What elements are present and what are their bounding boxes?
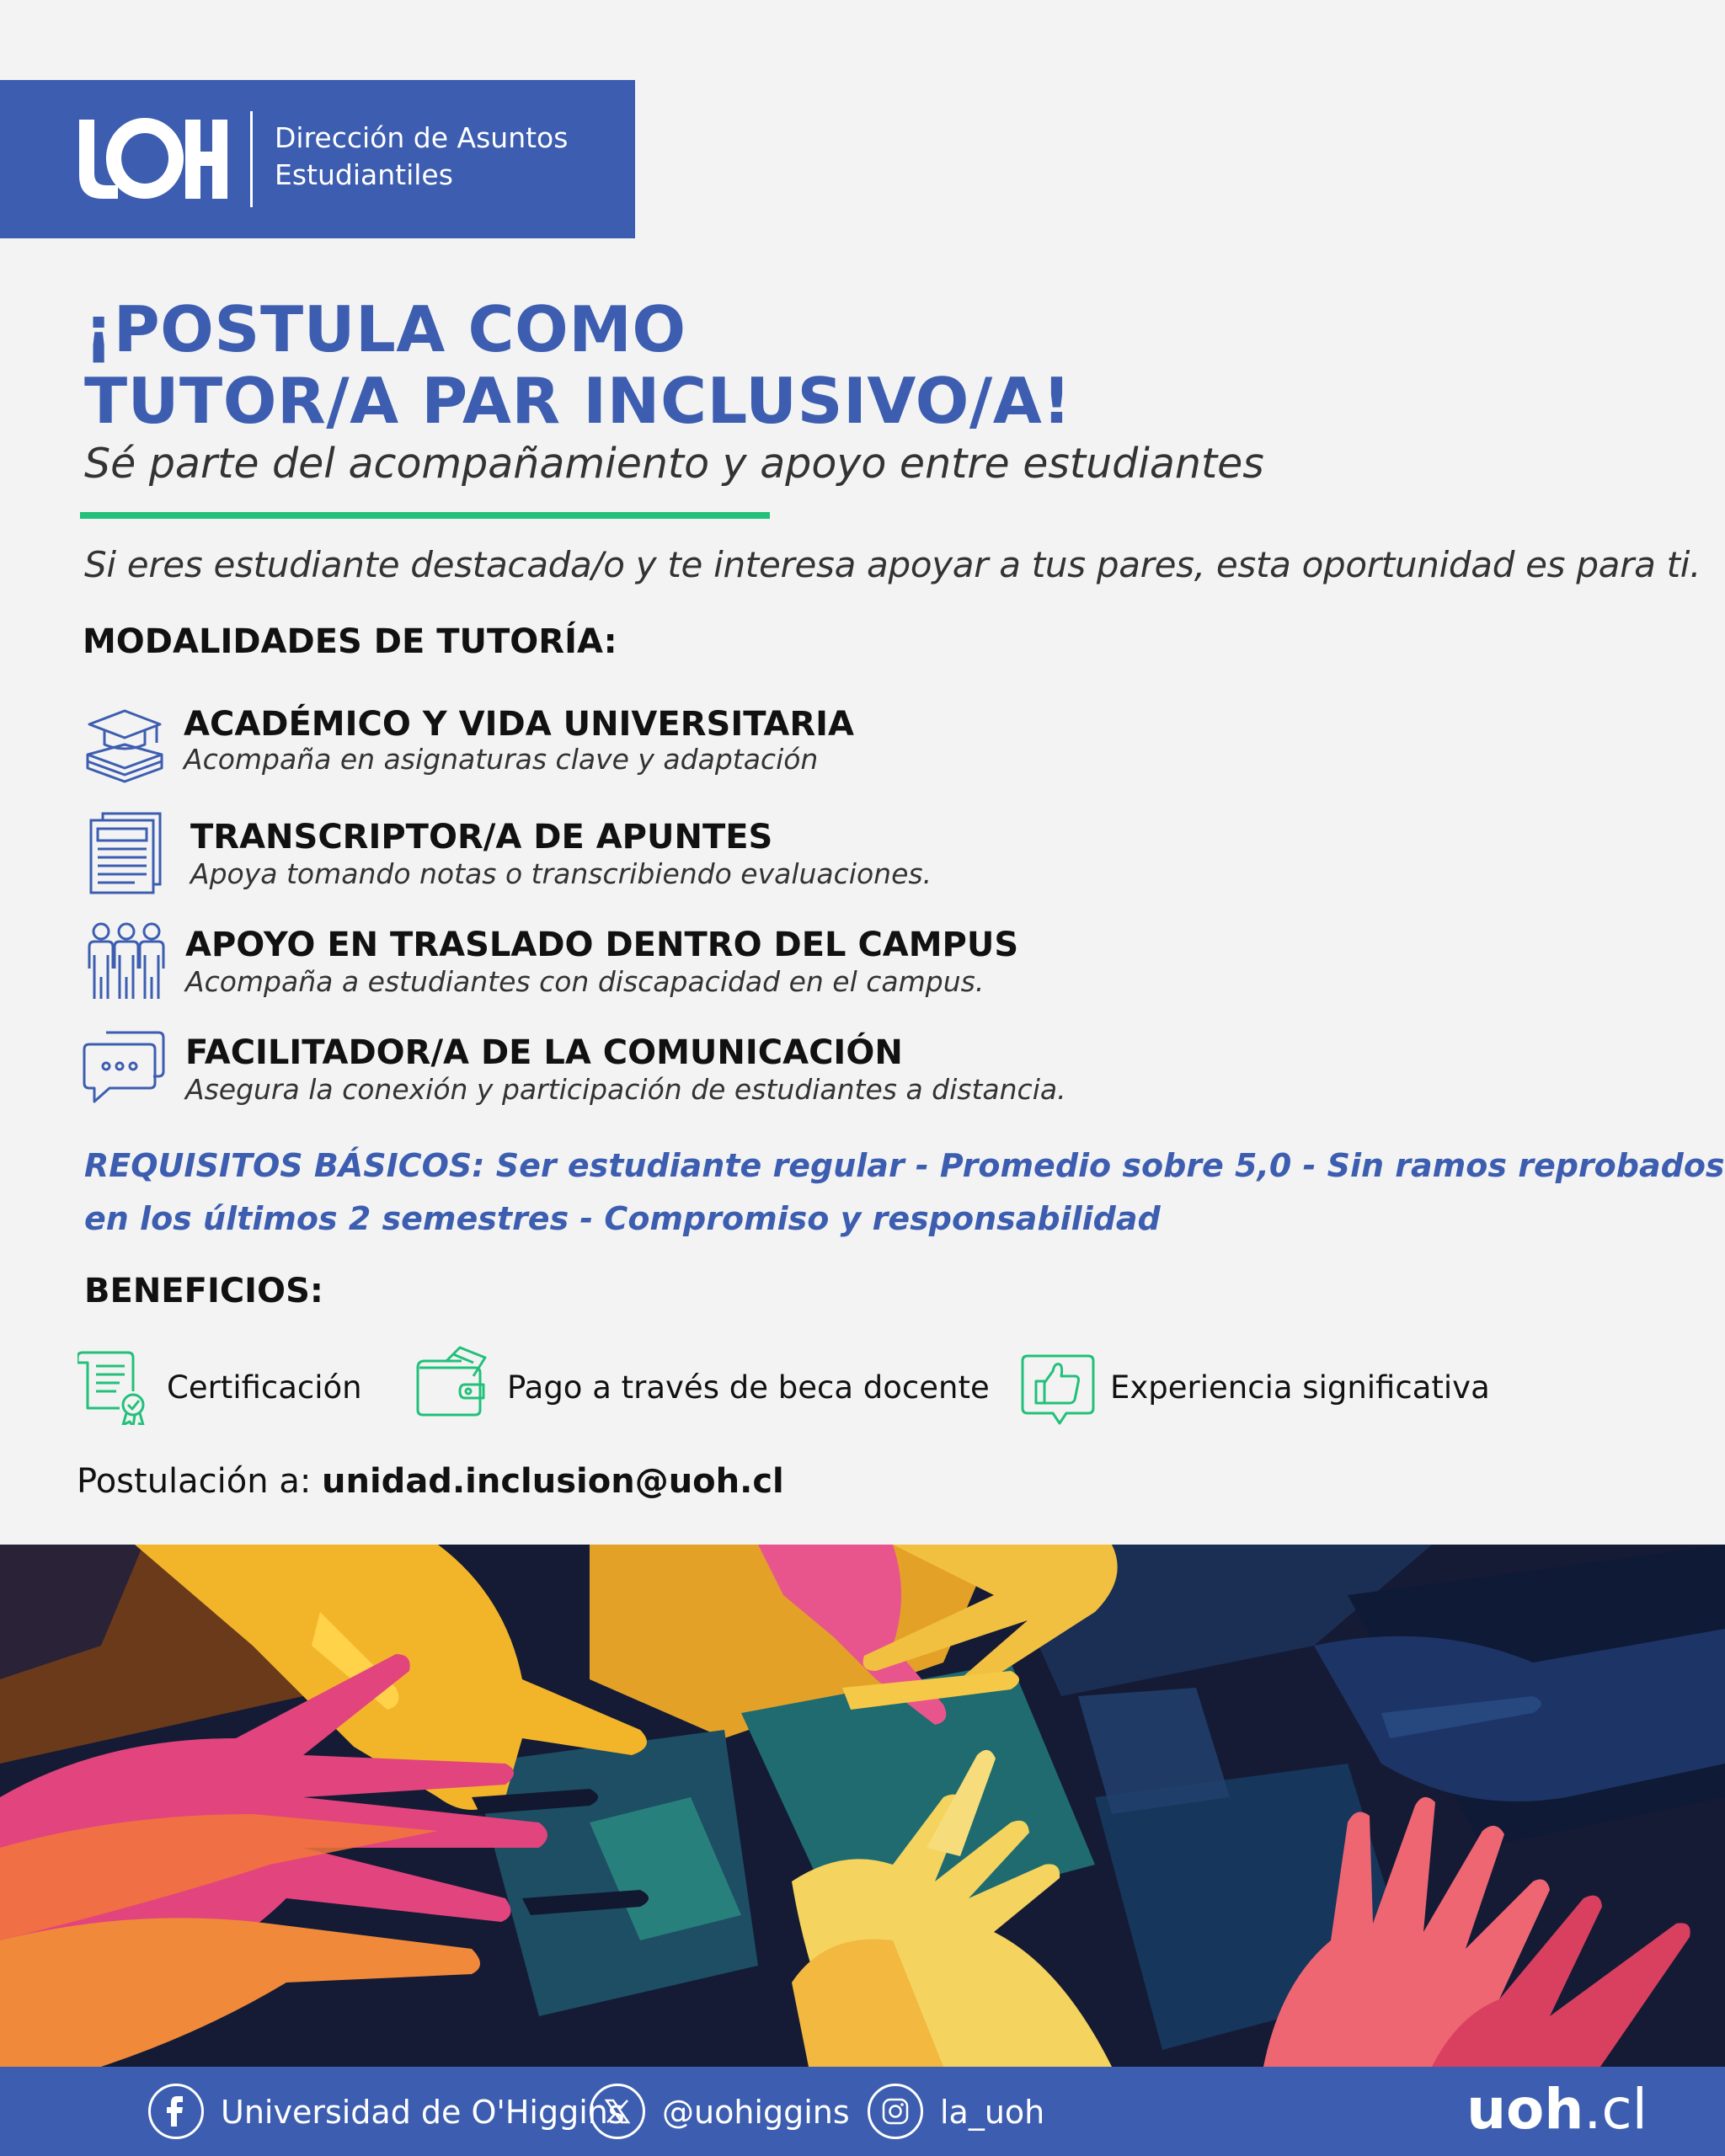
modalidad-desc: Acompaña en asignaturas clave y adaptación <box>184 743 819 776</box>
website-domain: uoh <box>1466 2077 1584 2142</box>
accent-divider <box>80 512 770 519</box>
modalidad-desc: Asegura la conexión y participación de estudiantes a distancia. <box>185 1073 1066 1106</box>
instagram-handle[interactable]: la_uoh <box>940 2094 1045 2131</box>
people-group-icon <box>84 918 168 1002</box>
modalidad-desc: Apoya tomando notas o transcribiendo evaluaciones. <box>190 857 932 890</box>
x-handle[interactable]: @uohiggins <box>662 2094 850 2131</box>
modalidad-title: FACILITADOR/A DE LA COMUNICACIÓN <box>185 1033 903 1072</box>
chat-bubble-icon <box>83 1027 167 1112</box>
hands-artwork <box>0 1545 1725 2067</box>
beneficio-label: Certificación <box>167 1369 362 1406</box>
x-twitter-icon[interactable] <box>590 2084 645 2139</box>
header-divider <box>250 111 253 207</box>
thumbs-up-icon <box>1021 1353 1097 1428</box>
postulacion-line <box>77 1457 784 1506</box>
certificate-icon <box>77 1349 153 1425</box>
facebook-handle[interactable]: Universidad de O'Higgins <box>221 2094 625 2131</box>
document-notes-icon <box>84 810 168 894</box>
requisitos-line2: en los últimos 2 semestres - Compromiso y responsabilidad <box>84 1200 1161 1237</box>
page-subtitle: Sé parte del acompañamiento y apoyo entre estudiantes <box>84 440 1264 488</box>
beneficio-label: Pago a través de beca docente <box>507 1369 990 1406</box>
modalidad-title: ACADÉMICO Y VIDA UNIVERSITARIA <box>184 705 854 744</box>
postulacion-label: Postulación a: <box>77 1462 323 1501</box>
intro-text: Si eres estudiante destacada/o y te interesa apoyar a tus pares, esta oportunidad es para ti. <box>84 544 1701 585</box>
beneficio-label: Experiencia significativa <box>1110 1369 1490 1406</box>
graduation-cap-books-icon <box>83 701 167 785</box>
beneficios-heading: BENEFICIOS: <box>84 1272 323 1310</box>
facebook-icon[interactable] <box>148 2084 204 2139</box>
website-tld: .cl <box>1583 2077 1648 2142</box>
unit-name-line1: Dirección de Asuntos <box>275 121 569 154</box>
page-title-line1: ¡POSTULA COMO <box>84 292 686 366</box>
modalidad-title: APOYO EN TRASLADO DENTRO DEL CAMPUS <box>185 926 1019 964</box>
wallet-payment-icon <box>413 1342 489 1418</box>
postulacion-email[interactable]: unidad.inclusion@uoh.cl <box>322 1462 784 1501</box>
uoh-logo <box>77 116 229 200</box>
instagram-icon[interactable] <box>868 2084 923 2139</box>
requisitos-line1: REQUISITOS BÁSICOS: Ser estudiante regular - Promedio sobre 5,0 - Sin ramos reprobados <box>84 1147 1725 1184</box>
page-title-line2: TUTOR/A PAR INCLUSIVO/A! <box>84 364 1072 438</box>
modalidades-heading: MODALIDADES DE TUTORÍA: <box>83 622 617 661</box>
modalidad-desc: Acompaña a estudiantes con discapacidad en el campus. <box>185 965 985 998</box>
modalidad-title: TRANSCRIPTOR/A DE APUNTES <box>190 818 773 857</box>
unit-name-line2: Estudiantiles <box>275 158 453 191</box>
website-link[interactable] <box>1466 2073 1648 2146</box>
